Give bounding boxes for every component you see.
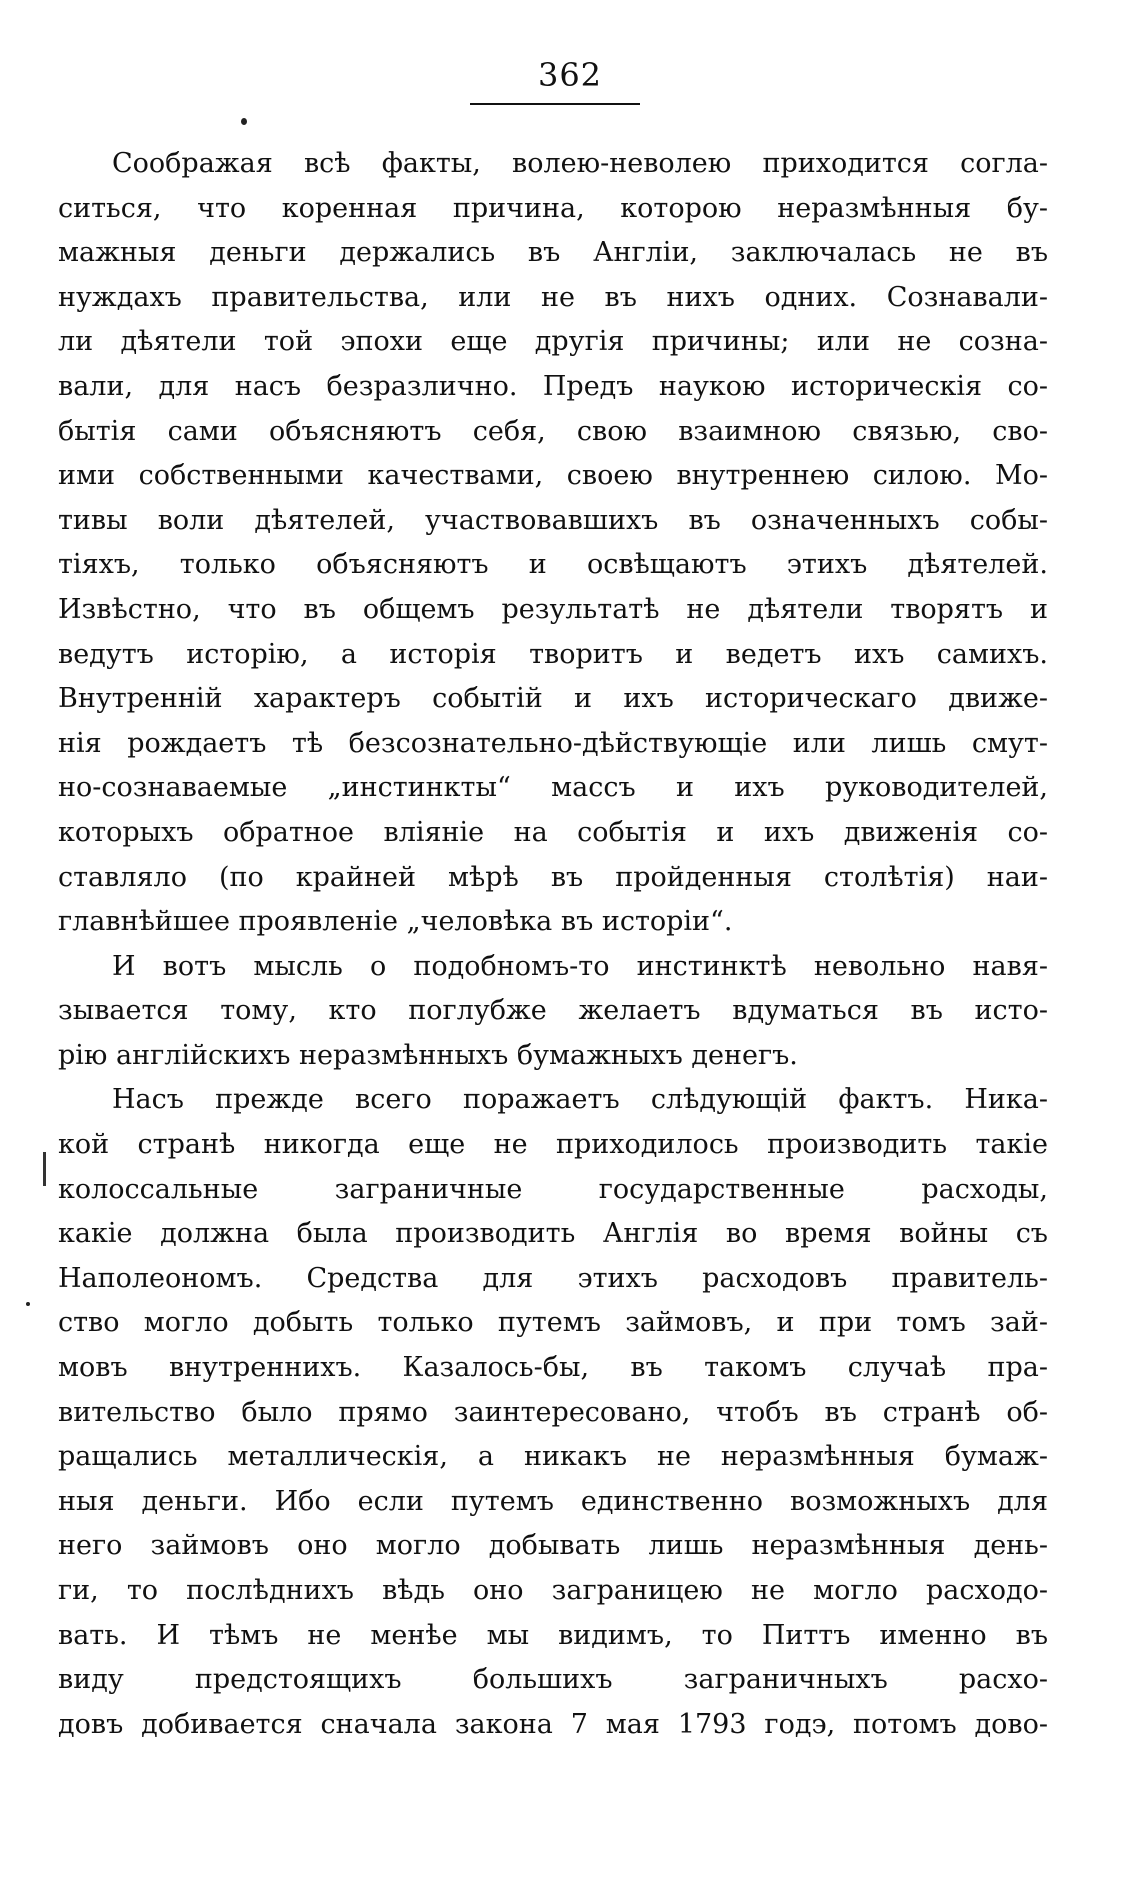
paragraph-1 [58, 142, 1048, 945]
text-line: тіяхъ, только объясняютъ и освѣщаютъ этихъ дѣятелей. [58, 549, 1048, 581]
text-line: нуждахъ правительства, или не въ нихъ одних. Сознавали- [58, 281, 1048, 313]
text-line: колоссальные заграничные государственные расходы, [58, 1173, 1048, 1205]
margin-mark [43, 1152, 46, 1186]
ink-speck [26, 1302, 30, 1306]
paragraph-2 [58, 945, 1048, 1079]
text-line: Наполеономъ. Средства для этихъ расходовъ правитель- [58, 1262, 1048, 1294]
text-line: довъ добивается сначала закона 7 мая 1793 годэ, потомъ дово- [58, 1708, 1048, 1740]
text-line: ими собственными качествами, своею внутреннею силою. Мо- [58, 460, 1048, 492]
text-line: кой странѣ никогда еще не приходилось производить такіе [58, 1129, 1048, 1161]
text-line: рію англійскихъ неразмѣнныхъ бумажныхъ денегъ. [58, 1039, 798, 1071]
text-line: ращались металлическія, а никакъ не неразмѣнныя бумаж- [58, 1441, 1048, 1473]
text-line: какіе должна была производить Англія во время войны съ [58, 1218, 1048, 1250]
text-line: ситься, что коренная причина, которою неразмѣнныя бу- [58, 192, 1048, 224]
text-line: Внутренній характеръ событій и ихъ историческаго движе- [58, 683, 1048, 715]
body-text [58, 142, 1048, 1747]
text-line: ведутъ исторію, а исторія творитъ и ведетъ ихъ самихъ. [58, 638, 1048, 670]
text-line: И вотъ мысль о подобномъ-то инстинктѣ невольно навя- [112, 950, 1048, 982]
text-line: ныя деньги. Ибо если путемъ единственно возможныхъ для [58, 1485, 1048, 1517]
text-line: нія рождаетъ тѣ безсознательно-дѣйствующіе или лишь смут- [58, 727, 1048, 759]
text-line: ство могло добыть только путемъ займовъ, и при томъ зай- [58, 1307, 1048, 1339]
text-line: вали, для насъ безразлично. Предъ наукою историческія со- [58, 370, 1048, 402]
text-line: которыхъ обратное вліяніе на событія и ихъ движенія со- [58, 816, 1048, 848]
text-line: ставляло (по крайней мѣрѣ въ пройденныя столѣтія) наи- [58, 861, 1048, 893]
ink-speck [241, 118, 247, 125]
text-line: бытія сами объясняютъ себя, свою взаимною связью, сво- [58, 415, 1048, 447]
text-line: главнѣйшее проявленіе „человѣка въ исторіи“. [58, 906, 733, 938]
text-line: Соображая всѣ факты, волею-неволею приходится согла- [112, 148, 1048, 179]
text-line: но-сознаваемые „инстинкты“ массъ и ихъ руководителей, [58, 772, 1048, 804]
text-line: него займовъ оно могло добывать лишь неразмѣнныя день- [58, 1530, 1048, 1562]
text-line: Насъ прежде всего поражаетъ слѣдующій фактъ. Ника- [112, 1084, 1048, 1116]
text-line: мажныя деньги держались въ Англіи, заключалась не въ [58, 237, 1048, 269]
text-line: Извѣстно, что въ общемъ результатѣ не дѣятели творятъ и [58, 593, 1048, 625]
text-line: вительство было прямо заинтересовано, чтобъ въ странѣ об- [58, 1396, 1048, 1428]
text-line: мовъ внутреннихъ. Казалось-бы, въ такомъ случаѣ пра- [58, 1352, 1048, 1384]
page-number: 362 [537, 56, 603, 94]
text-line: вать. И тѣмъ не менѣе мы видимъ, то Питтъ именно въ [58, 1619, 1048, 1651]
header-rule [470, 103, 640, 105]
text-line: ги, то послѣднихъ вѣдь оно заграницею не могло расходо- [58, 1575, 1048, 1606]
text-line: зывается тому, кто поглубже желаетъ вдуматься въ исто- [58, 995, 1048, 1027]
text-line: виду предстоящихъ большихъ заграничныхъ расхо- [58, 1664, 1048, 1696]
paragraph-3 [58, 1078, 1048, 1747]
text-line: тивы воли дѣятелей, участвовавшихъ въ означенныхъ собы- [58, 504, 1048, 536]
text-line: ли дѣятели той эпохи еще другія причины; или не созна- [58, 326, 1048, 358]
